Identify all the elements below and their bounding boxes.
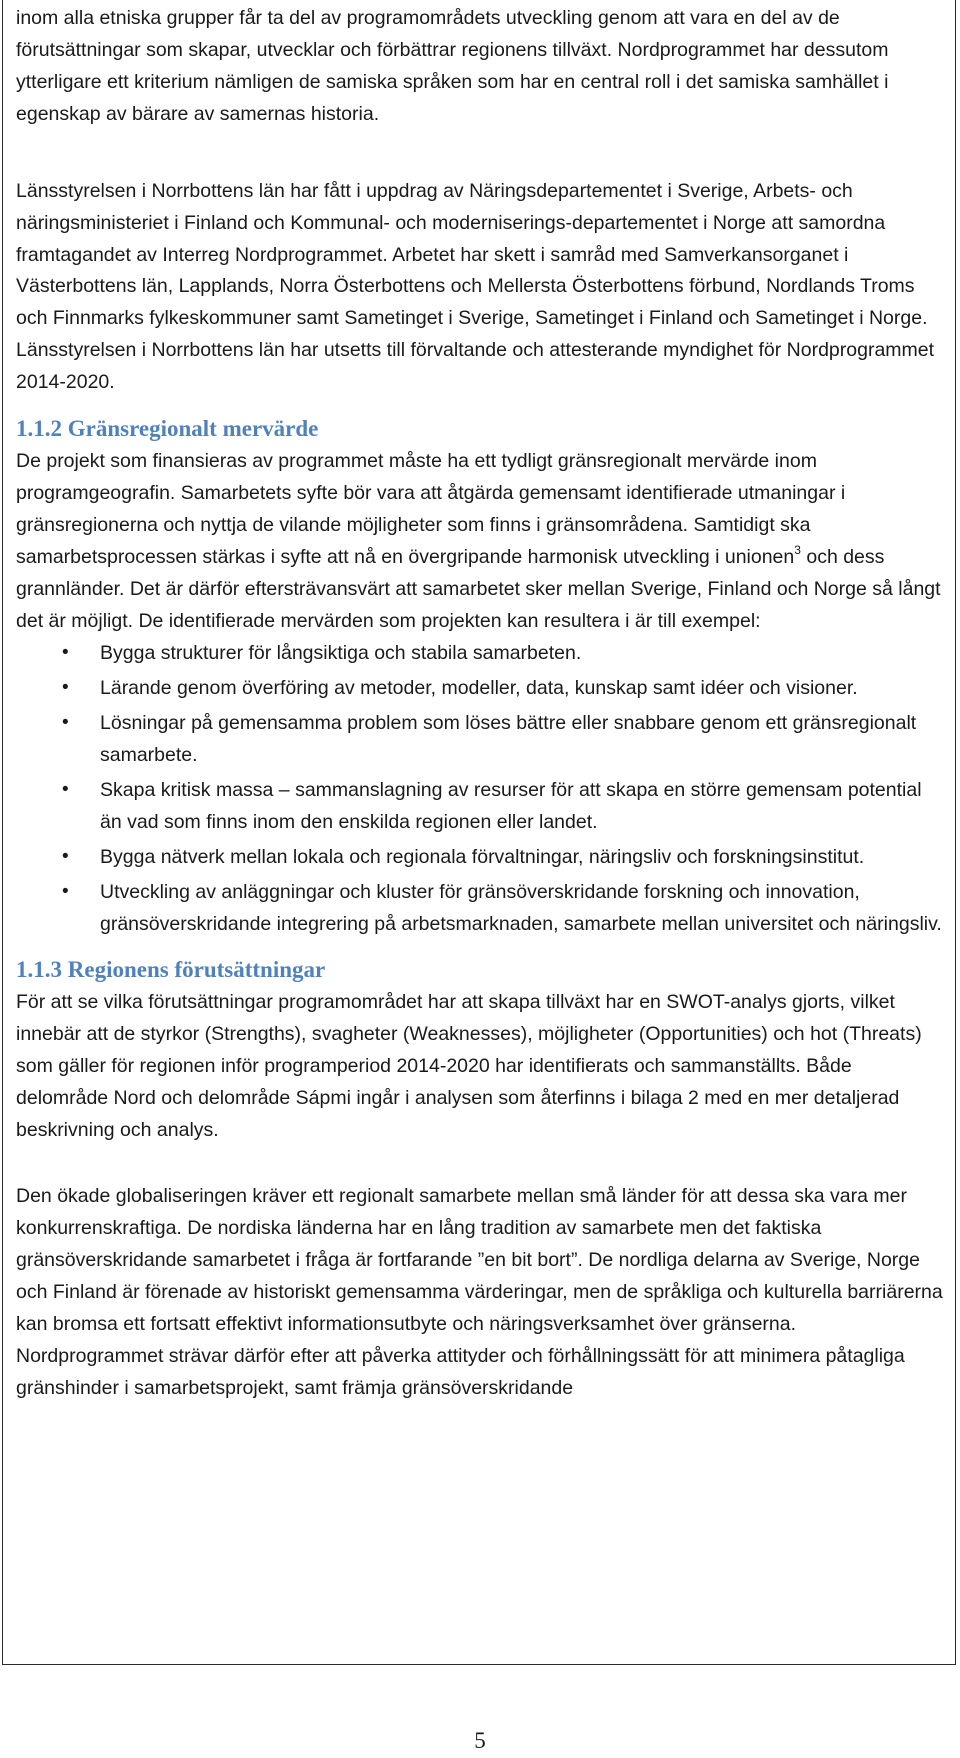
bullet-icon: •	[62, 880, 69, 902]
document-body	[16, 2, 946, 1404]
heading-regionens-forutsattningar: 1.1.3 Regionens förutsättningar	[16, 956, 326, 982]
bullet-icon: •	[62, 676, 69, 698]
paragraph-mervarde-text-1: De projekt som finansieras av programmet måste ha ett tydligt gränsregionalt mervärde inom programgeografin. Samarbetets syfte bör vara att åtgärda gemensamt identifierade utmaningar i gränsregionerna och nyttja de vilande möjligheter som finns i gränsområdena. Samtidigt ska samarbetsprocessen stärkas i syfte att nå en övergripande harmonisk utveckling i unionen	[16, 449, 846, 568]
heading-gransregionalt-mervarde: 1.1.2 Gränsregionalt mervärde	[16, 415, 319, 441]
page-number: 5	[474, 1728, 486, 1753]
paragraph-mervarde-text-2: och dess grannländer. Det är därför eftersträvansvärt att samarbetet sker mellan Sverige, Finland och Norge så långt det är möjligt. De identifierade mervärden som projekten kan resultera i är till exempel:	[16, 545, 941, 632]
paragraph-lansstyrelsen: Länsstyrelsen i Norrbottens län har fått i uppdrag av Näringsdepartementet i Sverige, Arbets- och näringsministeriet i Finland och Kommunal- och moderniserings-departementet i Norge att samordna framtagandet av Interreg Nordprogrammet. Arbetet har skett i samråd med Samverkansorganet i Västerbottens län, Lapplands, Norra Österbottens och Mellersta Österbottens förbund, Nordlands Troms och Finnmarks fylkeskommuner samt Sametinget i Sverige, Sametinget i Finland och Sametinget i Norge. Länsstyrelsen i Norrbottens län har utsetts till förvaltande och attesterande myndighet för Nordprogrammet 2014-2020.	[16, 180, 935, 393]
list-item: • Bygga strukturer för långsiktiga och stabila samarbeten.	[16, 637, 946, 669]
bullet-icon: •	[62, 778, 69, 800]
bullet-icon: •	[62, 845, 69, 867]
list-item: • Utveckling av anläggningar och kluster för gränsöverskridande forskning och innovation, gränsöverskridande integrering på arbetsmarknaden, samarbete mellan universitet och näringsliv.	[16, 876, 946, 940]
paragraph-swot: För att se vilka förutsättningar programområdet har att skapa tillväxt har en SWOT-analys gjorts, vilket innebär att de styrkor (Strengths), svagheter (Weaknesses), möjligheter (Opportunities) och hot (Threats) som gäller för regionen inför programperiod 2014-2020 har identifierats och sammanställts. Både delområde Nord och delområde Sápmi ingår i analysen som återfinns i bilaga 2 med en mer detaljerad beskrivning och analys.	[16, 990, 922, 1141]
mervarde-list	[16, 637, 946, 940]
paragraph-intro: inom alla etniska grupper får ta del av programområdets utveckling genom att vara en del av de förutsättningar som skapar, utvecklar och förbättrar regionens tillväxt. Nordprogrammet har dessutom ytterligare ett kriterium nämligen de samiska språken som har en central roll i det samiska samhället i egenskap av bärare av samernas historia.	[16, 7, 889, 125]
footnote-ref: 3	[794, 542, 801, 557]
list-item: • Lösningar på gemensamma problem som löses bättre eller snabbare genom ett gränsregionalt samarbete.	[16, 707, 946, 771]
list-item: • Bygga nätverk mellan lokala och regionala förvaltningar, näringsliv och forskningsinstitut.	[16, 841, 946, 873]
bullet-icon: •	[62, 711, 69, 733]
list-item: • Lärande genom överföring av metoder, modeller, data, kunskap samt idéer och visioner.	[16, 672, 946, 704]
paragraph-globalisering: Den ökade globaliseringen kräver ett regionalt samarbete mellan små länder för att dessa ska vara mer konkurrenskraftiga. De nordiska länderna har en lång tradition av samarbete men det faktiska gränsöverskridande samarbetet i fråga är fortfarande ”en bit bort”. De nordliga delarna av Sverige, Norge och Finland är förenade av historiskt gemensamma värderingar, men de språkliga och kulturella barriärerna kan bromsa ett fortsatt effektivt informationsutbyte och näringsverksamhet över gränserna. Nordprogrammet strävar därför efter att påverka attityder och förhållningssätt för att minimera påtagliga gränshinder i samarbetsprojekt, samt främja gränsöverskridande	[16, 1184, 943, 1399]
paragraph-mervarde	[16, 445, 946, 637]
bullet-icon: •	[62, 641, 69, 663]
list-item: • Skapa kritisk massa – sammanslagning av resurser för att skapa en större gemensam potential än vad som finns inom den enskilda regionen eller landet.	[16, 774, 946, 838]
